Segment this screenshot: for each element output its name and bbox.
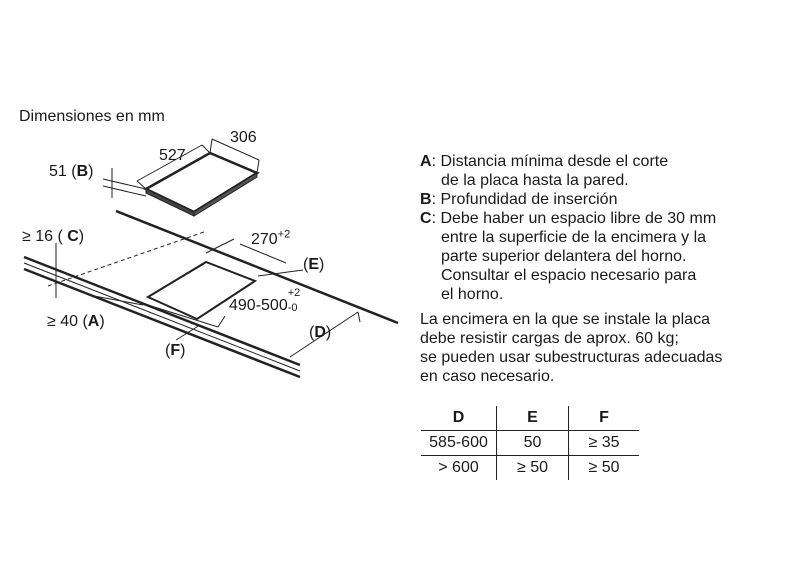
dimension-d-label: (D) bbox=[309, 324, 332, 341]
legend-item-a: A: Distancia mínima desde el corte bbox=[420, 153, 669, 170]
range-tolerance-upper: +2 bbox=[287, 287, 301, 299]
load-note: La encimera en la que se instale la placa debe resistir cargas de aprox. 60 kg; se pueden usar subestructuras adecuadas en caso necesario. bbox=[420, 311, 723, 385]
range-tolerance-lower: -0 bbox=[287, 302, 298, 314]
key-c: C bbox=[62, 228, 79, 245]
tolerance-270: +2 bbox=[277, 228, 291, 241]
installation-diagram bbox=[0, 0, 420, 420]
key-b: B bbox=[76, 163, 89, 180]
dimension-c-label: ≥ 16 ( C) bbox=[22, 228, 85, 245]
dimension-f-label: (F) bbox=[165, 342, 186, 359]
table-row: > 600 ≥ 50 ≥ 50 bbox=[421, 456, 639, 481]
page-title: Dimensiones en mm bbox=[19, 108, 165, 125]
legend-item-c: C: Debe haber un espacio libre de 30 mm bbox=[420, 210, 717, 227]
legend: A: Distancia mínima desde el corte de la placa hasta la pared. B: Profundidad de inserción C: Debe haber un espacio libre de 30 mm entre la superficie de la encimera y la parte superior delantera del horno. Consultar el espacio necesario para el horno. bbox=[420, 153, 717, 303]
table-header: D E F bbox=[421, 406, 639, 431]
dimension-e-label: (E) bbox=[303, 256, 325, 273]
key-d: D bbox=[314, 324, 326, 341]
key-a: A bbox=[87, 313, 100, 330]
key-f: F bbox=[170, 342, 181, 359]
dimension-table bbox=[421, 406, 639, 480]
range-490-500-label: 490-500 +2 -0 bbox=[229, 287, 301, 314]
dimension-b-label: 51 (B) bbox=[49, 163, 94, 180]
key-e: E bbox=[308, 256, 319, 273]
depth-306-label: 306 bbox=[230, 129, 257, 146]
width-527-label: 527 bbox=[159, 147, 186, 164]
table-row: 585-600 50 ≥ 35 bbox=[421, 431, 639, 456]
width-270-label: $270^{+2}$ bbox=[251, 228, 291, 248]
dimension-a-label: ≥ 40 (A) bbox=[47, 313, 105, 330]
legend-item-b: B: Profundidad de inserción bbox=[420, 191, 618, 208]
